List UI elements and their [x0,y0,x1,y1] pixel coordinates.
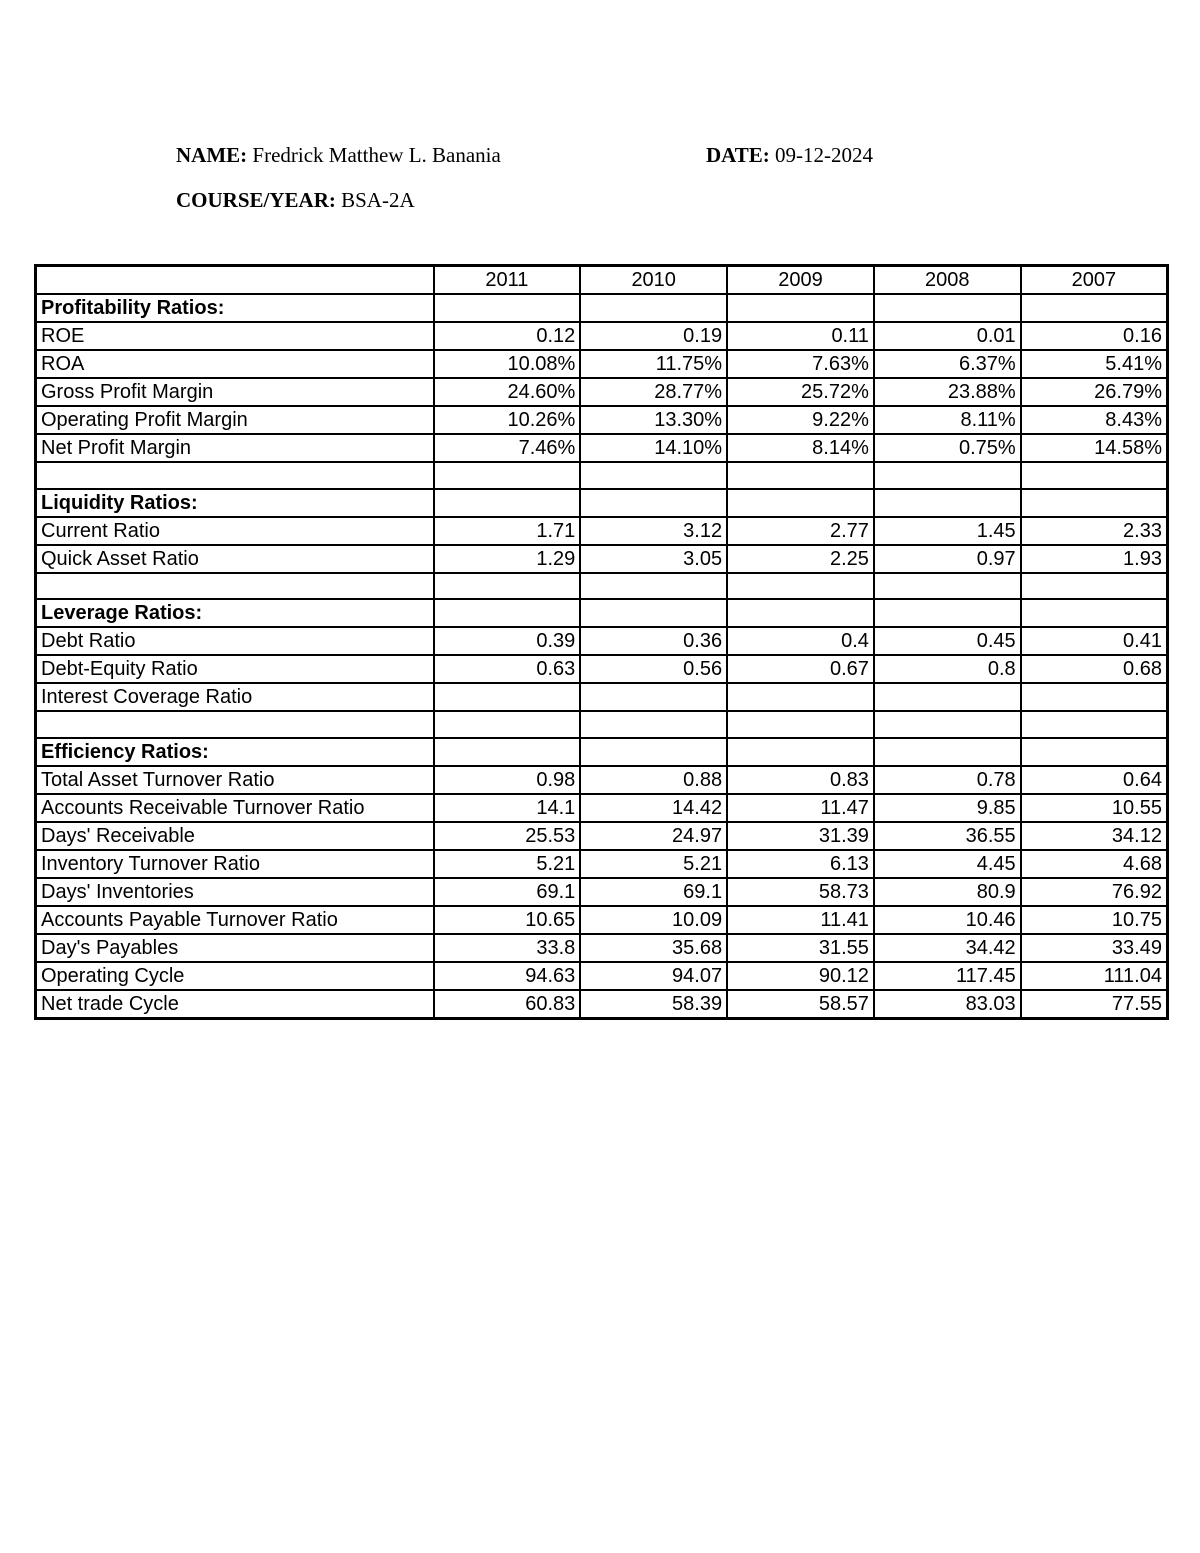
value-cell: 24.60% [434,378,581,406]
value-cell: 5.41% [1021,350,1168,378]
row-label: Accounts Receivable Turnover Ratio [36,794,434,822]
value-cell: 1.71 [434,517,581,545]
table-row [36,850,1168,878]
row-label: Days' Inventories [36,878,434,906]
value-cell: 10.08% [434,350,581,378]
value-cell: 0.41 [1021,627,1168,655]
year-header-cell: 2007 [1021,266,1168,295]
table-row [36,822,1168,850]
value-cell: 0.12 [434,322,581,350]
value-cell [434,294,581,322]
value-cell [874,573,1021,600]
value-cell: 58.57 [727,990,874,1019]
value-cell: 0.78 [874,766,1021,794]
spacer-row [36,573,1168,600]
name-value: Fredrick Matthew L. Banania [252,143,501,167]
value-cell: 8.43% [1021,406,1168,434]
row-label: ROA [36,350,434,378]
table-row [36,434,1168,462]
value-cell: 11.75% [580,350,727,378]
year-header-row [36,266,1168,295]
value-cell: 9.22% [727,406,874,434]
value-cell: 0.19 [580,322,727,350]
value-cell [1021,489,1168,517]
value-cell [580,489,727,517]
value-cell: 6.13 [727,850,874,878]
table-row [36,350,1168,378]
value-cell: 0.45 [874,627,1021,655]
value-cell: 0.68 [1021,655,1168,683]
value-cell [1021,573,1168,600]
value-cell: 0.4 [727,627,874,655]
table-row [36,962,1168,990]
year-header-cell: 2009 [727,266,874,295]
section-header-row [36,294,1168,322]
value-cell: 0.63 [434,655,581,683]
row-label: Debt-Equity Ratio [36,655,434,683]
table-row [36,878,1168,906]
value-cell [580,462,727,489]
row-label: ROE [36,322,434,350]
row-label: Total Asset Turnover Ratio [36,766,434,794]
value-cell: 69.1 [434,878,581,906]
value-cell: 0.75% [874,434,1021,462]
table-row [36,322,1168,350]
value-cell [1021,462,1168,489]
row-label: Current Ratio [36,517,434,545]
ratio-table-body [36,266,1168,1019]
value-cell: 1.93 [1021,545,1168,573]
row-label: Days' Receivable [36,822,434,850]
value-cell: 10.65 [434,906,581,934]
value-cell: 34.12 [1021,822,1168,850]
value-cell: 4.45 [874,850,1021,878]
value-cell: 0.8 [874,655,1021,683]
value-cell: 2.25 [727,545,874,573]
value-cell [874,683,1021,711]
row-label: Operating Profit Margin [36,406,434,434]
value-cell [580,711,727,738]
value-cell [727,462,874,489]
value-cell [580,294,727,322]
course-year-line [176,188,415,213]
spacer-row [36,462,1168,489]
row-label [36,573,434,600]
date-label: DATE: [706,143,770,167]
value-cell [434,462,581,489]
row-label: Net Profit Margin [36,434,434,462]
value-cell [434,573,581,600]
value-cell [434,683,581,711]
value-cell: 111.04 [1021,962,1168,990]
value-cell: 0.88 [580,766,727,794]
value-cell: 1.29 [434,545,581,573]
value-cell: 0.36 [580,627,727,655]
year-header-cell: 2010 [580,266,727,295]
value-cell [434,599,581,627]
value-cell [874,599,1021,627]
value-cell: 69.1 [580,878,727,906]
row-label: Debt Ratio [36,627,434,655]
value-cell: 83.03 [874,990,1021,1019]
value-cell: 33.49 [1021,934,1168,962]
value-cell: 3.12 [580,517,727,545]
table-row [36,990,1168,1019]
value-cell: 80.9 [874,878,1021,906]
value-cell [727,489,874,517]
value-cell [1021,711,1168,738]
corner-cell [36,266,434,295]
value-cell: 9.85 [874,794,1021,822]
value-cell [874,294,1021,322]
value-cell: 7.63% [727,350,874,378]
value-cell: 24.97 [580,822,727,850]
student-name-line [176,143,501,168]
section-header-row [36,599,1168,627]
value-cell [727,738,874,766]
table-row [36,794,1168,822]
value-cell: 0.11 [727,322,874,350]
value-cell [434,711,581,738]
value-cell [727,711,874,738]
name-label: NAME: [176,143,248,167]
value-cell: 2.33 [1021,517,1168,545]
value-cell: 6.37% [874,350,1021,378]
value-cell: 5.21 [434,850,581,878]
section-header-row [36,738,1168,766]
value-cell: 3.05 [580,545,727,573]
value-cell: 76.92 [1021,878,1168,906]
value-cell [580,683,727,711]
table-row [36,934,1168,962]
value-cell: 23.88% [874,378,1021,406]
section-title: Liquidity Ratios: [36,489,434,517]
value-cell: 35.68 [580,934,727,962]
value-cell [434,738,581,766]
course-value: BSA-2A [341,188,415,212]
table-row [36,627,1168,655]
value-cell: 10.09 [580,906,727,934]
section-title: Efficiency Ratios: [36,738,434,766]
value-cell: 7.46% [434,434,581,462]
value-cell [1021,599,1168,627]
value-cell [1021,738,1168,766]
value-cell: 33.8 [434,934,581,962]
course-label: COURSE/YEAR: [176,188,336,212]
value-cell: 11.47 [727,794,874,822]
table-row [36,517,1168,545]
year-header-cell: 2008 [874,266,1021,295]
value-cell: 60.83 [434,990,581,1019]
value-cell: 94.07 [580,962,727,990]
value-cell [727,599,874,627]
section-title: Profitability Ratios: [36,294,434,322]
row-label: Net trade Cycle [36,990,434,1019]
table-row [36,545,1168,573]
table-row [36,683,1168,711]
value-cell: 26.79% [1021,378,1168,406]
row-label: Operating Cycle [36,962,434,990]
value-cell: 94.63 [434,962,581,990]
value-cell [580,599,727,627]
date-line [706,143,873,168]
value-cell [874,489,1021,517]
table-row [36,378,1168,406]
value-cell: 14.42 [580,794,727,822]
value-cell: 5.21 [580,850,727,878]
value-cell [580,573,727,600]
value-cell: 58.73 [727,878,874,906]
value-cell [1021,683,1168,711]
row-label: Accounts Payable Turnover Ratio [36,906,434,934]
value-cell [727,573,874,600]
value-cell: 28.77% [580,378,727,406]
value-cell: 14.58% [1021,434,1168,462]
row-label: Gross Profit Margin [36,378,434,406]
value-cell [874,462,1021,489]
value-cell: 0.83 [727,766,874,794]
table-row [36,766,1168,794]
value-cell: 8.14% [727,434,874,462]
value-cell: 10.75 [1021,906,1168,934]
value-cell [434,489,581,517]
table-row [36,406,1168,434]
value-cell: 10.46 [874,906,1021,934]
year-header-cell: 2011 [434,266,581,295]
row-label [36,711,434,738]
table-row [36,906,1168,934]
value-cell: 2.77 [727,517,874,545]
row-label: Inventory Turnover Ratio [36,850,434,878]
value-cell: 4.68 [1021,850,1168,878]
value-cell: 117.45 [874,962,1021,990]
value-cell: 90.12 [727,962,874,990]
value-cell [1021,294,1168,322]
value-cell: 8.11% [874,406,1021,434]
value-cell: 1.45 [874,517,1021,545]
value-cell: 0.16 [1021,322,1168,350]
value-cell: 10.55 [1021,794,1168,822]
row-label [36,462,434,489]
value-cell: 0.97 [874,545,1021,573]
row-label: Day's Payables [36,934,434,962]
value-cell: 0.98 [434,766,581,794]
value-cell [727,683,874,711]
value-cell: 31.55 [727,934,874,962]
spacer-row [36,711,1168,738]
row-label: Quick Asset Ratio [36,545,434,573]
value-cell: 14.10% [580,434,727,462]
value-cell: 31.39 [727,822,874,850]
value-cell: 0.01 [874,322,1021,350]
row-label: Interest Coverage Ratio [36,683,434,711]
value-cell: 58.39 [580,990,727,1019]
value-cell [727,294,874,322]
value-cell: 0.67 [727,655,874,683]
value-cell: 36.55 [874,822,1021,850]
value-cell: 11.41 [727,906,874,934]
value-cell: 0.39 [434,627,581,655]
value-cell [580,738,727,766]
value-cell: 34.42 [874,934,1021,962]
value-cell: 0.64 [1021,766,1168,794]
value-cell: 77.55 [1021,990,1168,1019]
value-cell: 0.56 [580,655,727,683]
financial-ratios-table [34,264,1169,1020]
value-cell: 13.30% [580,406,727,434]
value-cell [874,711,1021,738]
value-cell: 10.26% [434,406,581,434]
date-value: 09-12-2024 [775,143,874,167]
section-header-row [36,489,1168,517]
value-cell: 14.1 [434,794,581,822]
section-title: Leverage Ratios: [36,599,434,627]
value-cell [874,738,1021,766]
value-cell: 25.53 [434,822,581,850]
value-cell: 25.72% [727,378,874,406]
table-row [36,655,1168,683]
